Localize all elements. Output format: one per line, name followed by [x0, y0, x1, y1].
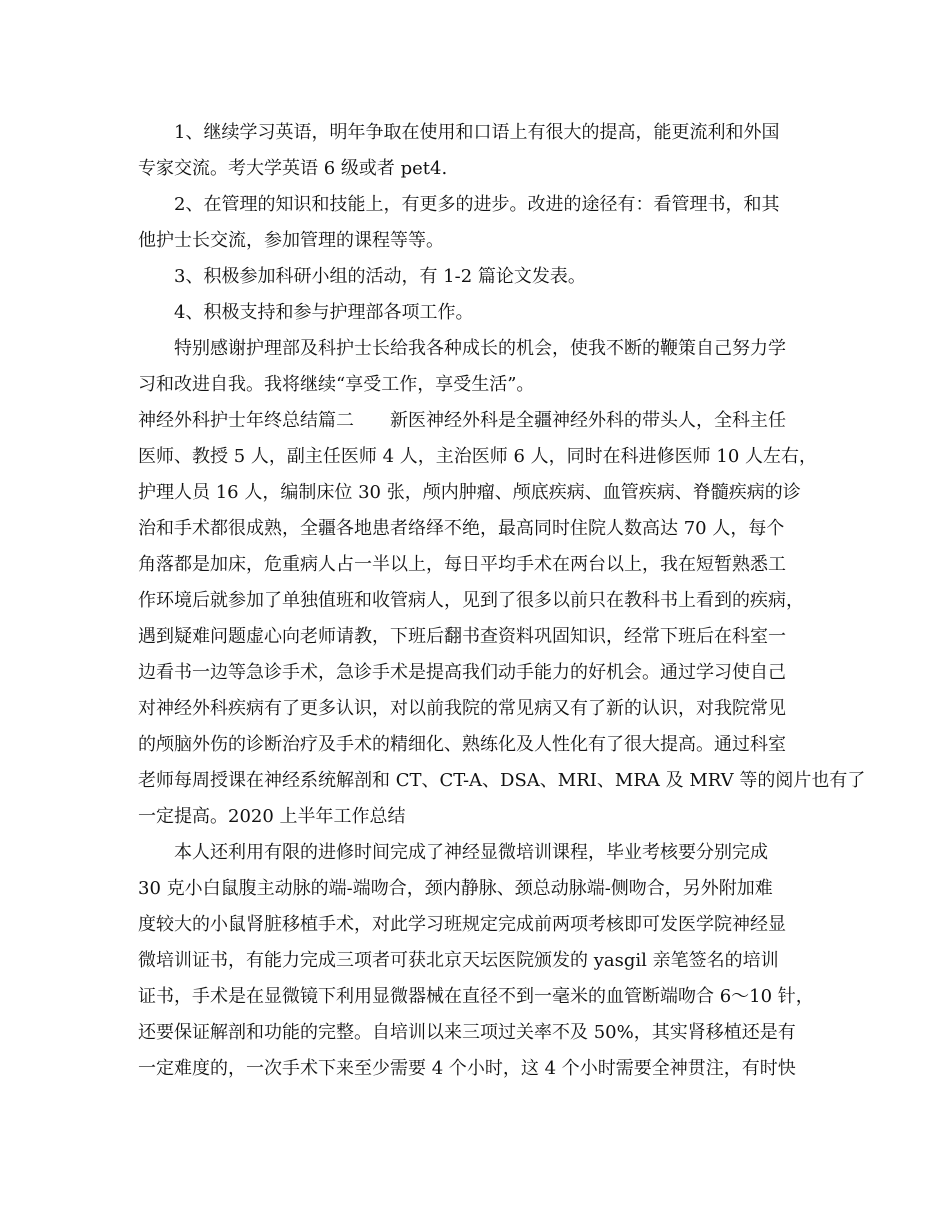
text-line: 还要保证解剖和功能的完整。自培训以来三项过关率不及 50%，其实肾移植还是有 — [138, 1022, 796, 1043]
text-line: 边看书一边等急诊手术，急诊手术是提高我们动手能力的好机会。通过学习使自己 — [138, 662, 786, 683]
text-line: 2、在管理的知识和技能上，有更多的进步。改进的途径有：看管理书，和其 — [174, 194, 780, 215]
text-line: 老师每周授课在神经系统解剖和 CT、CT-A、DSA、MRI、MRA 及 MRV 等的阅片也有了 — [138, 770, 866, 791]
text-line: 习和改进自我。我将继续“享受工作，享受生活”。 — [138, 374, 535, 395]
text-line: 微培训证书，有能力完成三项者可获北京天坛医院颁发的 yasgil 亲笔签名的培训 — [138, 950, 779, 971]
text-line: 1、继续学习英语，明年争取在使用和口语上有很大的提高，能更流利和外国 — [174, 122, 780, 143]
text-line: 医师、教授 5 人，副主任医师 4 人，主治医师 6 人，同时在科进修医师 10 人左右， — [138, 446, 818, 467]
text-line: 专家交流。考大学英语 6 级或者 pet4. — [138, 158, 448, 179]
text-line: 作环境后就参加了单独值班和收管病人，见到了很多以前只在教科书上看到的疾病， — [138, 590, 804, 611]
text-line: 遇到疑难问题虚心向老师请教，下班后翻书查资料巩固知识，经常下班后在科室一 — [138, 626, 786, 647]
text-line: 特别感谢护理部及科护士长给我各种成长的机会，使我不断的鞭策自己努力学 — [174, 338, 786, 359]
text-line: 治和手术都很成熟，全疆各地患者络绎不绝，最高同时住院人数高达 70 人，每个 — [138, 518, 785, 539]
text-line: 的颅脑外伤的诊断治疗及手术的精细化、熟练化及人性化有了很大提高。通过科室 — [138, 734, 786, 755]
text-line: 30 克小白鼠腹主动脉的端-端吻合，颈内静脉、颈总动脉端-侧吻合，另外附加难 — [138, 878, 773, 899]
text-line: 他护士长交流，参加管理的课程等等。 — [138, 230, 444, 251]
text-line: 证书，手术是在显微镜下利用显微器械在直径不到一毫米的血管断端吻合 6～10 针， — [138, 986, 814, 1007]
text-line: 本人还利用有限的进修时间完成了神经显微培训课程，毕业考核要分别完成 — [174, 842, 768, 863]
text-line: 4、积极支持和参与护理部各项工作。 — [174, 302, 474, 323]
text-line: 护理人员 16 人，编制床位 30 张，颅内肿瘤、颅底疾病、血管疾病、脊髓疾病的诊 — [138, 482, 801, 503]
text-line: 一定难度的，一次手术下来至少需要 4 个小时，这 4 个小时需要全神贯注，有时快 — [138, 1058, 796, 1079]
text-line: 一定提高。2020 上半年工作总结 — [138, 806, 406, 827]
text-line: 角落都是加床，危重病人占一半以上，每日平均手术在两台以上，我在短暂熟悉工 — [138, 554, 786, 575]
text-line: 度较大的小鼠肾脏移植手术，对此学习班规定完成前两项考核即可发医学院神经显 — [138, 914, 786, 935]
section-heading-line: 神经外科护士年终总结篇二 新医神经外科是全疆神经外科的带头人，全科主任 — [138, 410, 786, 431]
text-line: 3、积极参加科研小组的活动，有 1-2 篇论文发表。 — [174, 266, 586, 287]
text-line: 对神经外科疾病有了更多认识，对以前我院的常见病又有了新的认识，对我院常见 — [138, 698, 786, 719]
